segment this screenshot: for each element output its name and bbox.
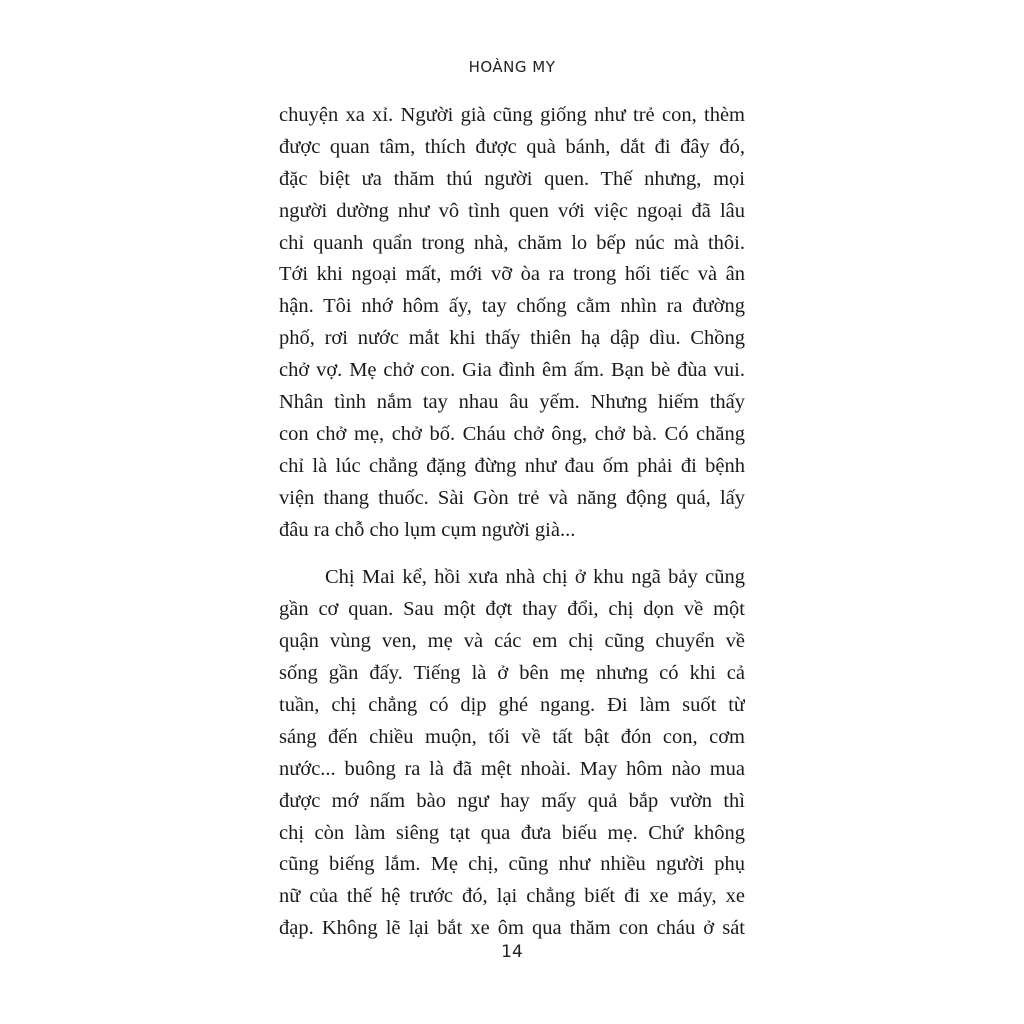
page-number: 14 — [501, 942, 523, 962]
text-line: sống gần đấy. Tiếng là ở bên mẹ nhưng có khi cả — [279, 662, 745, 685]
text-line: chị còn làm siêng tạt qua đưa biếu mẹ. Chứ không — [279, 821, 745, 844]
text-line: người dường như vô tình quen với việc ngoại đã lâu — [279, 199, 745, 222]
text-line: tuần, chị chẳng có dịp ghé ngang. Đi làm suốt từ — [279, 694, 745, 717]
text-line: hận. Tôi nhớ hôm ấy, tay chống cằm nhìn ra đường — [279, 295, 745, 318]
text-line: con chở mẹ, chở bố. Cháu chở ông, chở bà. Có chăng — [279, 422, 745, 445]
text-line: được quan tâm, thích được quà bánh, dắt đi đây đó, — [279, 135, 745, 158]
paragraph-2 — [279, 562, 745, 945]
text-line: quận vùng ven, mẹ và các em chị cũng chuyển về — [279, 630, 745, 653]
text-line: gần cơ quan. Sau một đợt thay đổi, chị dọn về một — [279, 598, 745, 621]
text-line: sáng đến chiều muộn, tối về tất bật đón con, cơm — [279, 725, 745, 748]
text-line: phố, rơi nước mắt khi thấy thiên hạ dập dìu. Chồng — [279, 327, 745, 350]
text-line: chuyện xa xỉ. Người già cũng giống như trẻ con, thèm — [279, 104, 745, 126]
text-line: được mớ nấm bào ngư hay mấy quả bắp vườn thì — [279, 789, 745, 812]
text-line: đặc biệt ưa thăm thú người quen. Thế nhưng, mọi — [279, 167, 745, 190]
text-line: nước... buông ra là đã mệt nhoài. May hôm nào mua — [279, 757, 745, 780]
text-line: chỉ là lúc chẳng đặng đừng như đau ốm phải đi bệnh — [279, 454, 745, 477]
text-line: đạp. Không lẽ lại bắt xe ôm qua thăm con cháu ở sát — [279, 917, 745, 940]
text-line: Tới khi ngoại mất, mới vỡ òa ra trong hối tiếc và ân — [279, 263, 745, 286]
text-line: Chị Mai kể, hồi xưa nhà chị ở khu ngã bảy cũng — [325, 566, 745, 589]
paragraph-spacer — [279, 546, 745, 562]
text-line: chỉ quanh quẩn trong nhà, chăm lo bếp núc mà thôi. — [279, 231, 745, 254]
text-line: cũng biếng lắm. Mẹ chị, cũng như nhiều người phụ — [279, 853, 745, 876]
body-text — [279, 100, 745, 945]
text-line: viện thang thuốc. Sài Gòn trẻ và năng động quá, lấy — [279, 486, 745, 509]
text-line: chở vợ. Mẹ chở con. Gia đình êm ấm. Bạn bè đùa vui. — [279, 359, 745, 382]
text-line: đâu ra chỗ cho lụm cụm người già... — [279, 518, 576, 541]
text-line: nữ của thế hệ trước đó, lại chẳng biết đi xe máy, xe — [279, 885, 745, 908]
paragraph-1 — [279, 100, 745, 546]
text-line: Nhân tình nắm tay nhau âu yếm. Nhưng hiếm thấy — [279, 391, 745, 414]
running-header-author: HOÀNG MY — [468, 58, 556, 76]
